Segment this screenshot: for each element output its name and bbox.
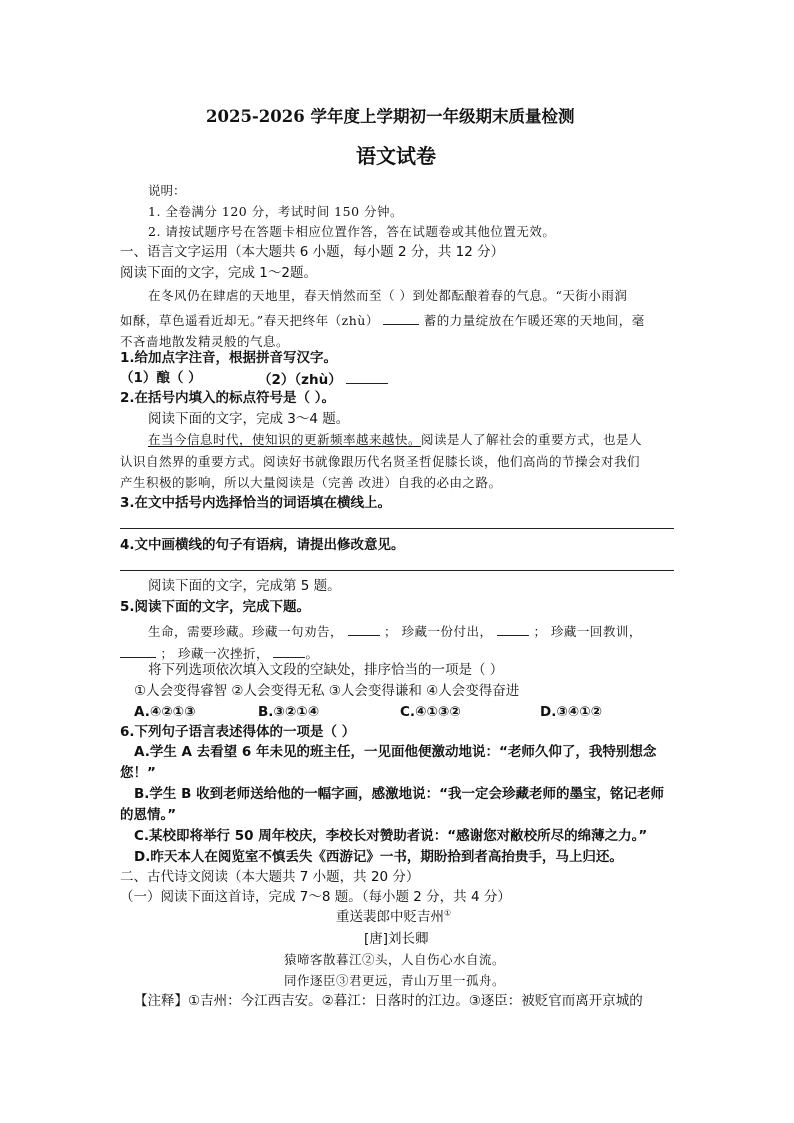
- passage-text: ； 珍藏一次挫折，: [160, 646, 269, 661]
- answer-line[interactable]: [120, 528, 674, 529]
- read-instruction: 阅读下面的文字，完成 3～4 题。: [148, 411, 350, 427]
- passage-text: 阅读是人了解社会的重要方式，也是人: [421, 432, 643, 447]
- answer-blank: [273, 643, 305, 658]
- option-b[interactable]: B.③②①④: [258, 704, 320, 720]
- answer-blank[interactable]: [346, 369, 388, 384]
- read-instruction: 阅读下面的文字，完成 1～2题。: [120, 265, 317, 281]
- passage-text: 生命，需要珍藏。珍藏一句劝告，: [148, 624, 344, 639]
- question-5-prompt: 将下列选项依次填入文段的空缺处，排序恰当的一项是（ ）: [148, 662, 504, 678]
- section2-heading: 二、古代诗文阅读（本大题共 7 小题，共 20 分）: [120, 869, 420, 885]
- option-a-cont: 您！”: [120, 765, 156, 781]
- poem-line: 同作逐臣③君更远，青山万里一孤舟。: [284, 973, 506, 988]
- passage-text: 蓄的力量绽放在乍暖还寒的天地间，毫: [423, 313, 645, 328]
- question-1-part-1: （1）酿（ ）: [120, 370, 202, 386]
- option-d[interactable]: D.③④①②: [540, 704, 603, 720]
- question-3: 3.在文中括号内选择恰当的词语填在横线上。: [120, 495, 392, 511]
- option-c[interactable]: C.④①③②: [400, 704, 461, 720]
- passage-line: [120, 643, 318, 663]
- underlined-sentence: 在当今信息时代，使知识的更新频率越来越快。: [148, 432, 422, 447]
- section1-heading: 一、语言文字运用（本大题共 6 小题，每小题 2 分，共 12 分）: [120, 244, 505, 260]
- passage-text: 如酥，草色遥看近却无。”春天把终年（zhù）: [120, 313, 379, 328]
- option-a[interactable]: A.学生 A 去看望 6 年未见的班主任，一见面他便激动地说：“老师久仰了，我特别想念: [134, 744, 657, 760]
- page-subtitle: 语文试卷: [356, 144, 436, 168]
- note-item: 2. 请按试题序号在答题卡相应位置作答，答在试题卷或其他位置无效。: [148, 224, 556, 239]
- notes-label: 说明：: [148, 183, 186, 198]
- passage-line: [148, 621, 642, 641]
- question-5: 5.阅读下面的文字，完成下题。: [120, 599, 311, 615]
- answer-blank: [348, 621, 380, 636]
- passage-line: 不吝啬地散发精灵般的气息。: [120, 334, 290, 349]
- passage-line: 认识自然界的重要方式。阅读好书就像跟历代名贤圣哲促膝长谈，他们高尚的节操会对我们: [120, 454, 641, 469]
- answer-blank: [383, 310, 419, 325]
- poem-author: [唐]刘长卿: [364, 931, 429, 947]
- period: 。: [305, 646, 319, 661]
- read-instruction: 阅读下面的文字，完成第 5 题。: [148, 578, 341, 594]
- question-5-items: ①人会变得睿智 ②人会变得无私 ③人会变得谦和 ④人会变得奋进: [134, 683, 520, 699]
- question-1-part-2: [258, 369, 388, 389]
- poem-title-text: 重送裴郎中贬吉州: [336, 909, 444, 925]
- answer-blank: [497, 621, 529, 636]
- option-d[interactable]: D.昨天本人在阅览室不慎丢失《西游记》一书，期盼拾到者高抬贵手，马上归还。: [134, 849, 623, 865]
- passage-line: [148, 431, 642, 449]
- passage-text: ； 珍藏一份付出，: [383, 624, 493, 639]
- answer-blank: [120, 643, 156, 658]
- option-a[interactable]: A.④②①③: [134, 704, 196, 720]
- passage-line: 在冬风仍在肆虐的天地里，春天悄然而至（ ）到处都酝酿着春的气息。“天街小雨润: [148, 288, 628, 303]
- question-4: 4.文中画横线的句子有语病，请提出修改意见。: [120, 537, 405, 553]
- question-1: 1.给加点字注音，根据拼音写汉字。: [120, 350, 338, 366]
- note-item: 1. 全卷满分 120 分，考试时间 150 分钟。: [148, 204, 404, 219]
- passage-line: 产生积极的影响，所以大量阅读是（完善 改进）自我的必由之路。: [120, 475, 502, 490]
- poem-line: 猿啼客散暮江②头，人自伤心水自流。: [284, 952, 506, 967]
- annotation-note: 【注释】①吉州：今江西吉安。②暮江：日落时的江边。③逐臣：被贬官而离开京城的: [134, 993, 643, 1009]
- option-b-cont: 的恩情。”: [120, 807, 177, 823]
- option-b[interactable]: B.学生 B 收到老师送给他的一幅字画，感激地说：“我一定会珍藏老师的墨宝，铭记老师: [134, 786, 664, 802]
- question-2: 2.在括号内填入的标点符号是（ ）。: [120, 390, 335, 406]
- footnote-marker: ①: [444, 908, 452, 918]
- page-title: 2025-2026 学年度上学期初一年级期末质量检测: [206, 107, 575, 126]
- answer-line[interactable]: [120, 570, 674, 571]
- passage-text: ； 珍藏一回教训，: [533, 624, 642, 639]
- subsection-heading: （一）阅读下面这首诗，完成 7～8 题。（每小题 2 分，共 4 分）: [120, 889, 511, 905]
- poem-title: [336, 908, 451, 926]
- passage-line: [120, 310, 645, 330]
- question-6: 6.下列句子语言表述得体的一项是（ ）: [120, 724, 356, 740]
- option-c[interactable]: C.某校即将举行 50 周年校庆，李校长对赞助者说：“感谢您对敝校所尽的绵薄之力。”: [134, 828, 648, 844]
- question-text: （2）（zhù）: [258, 372, 342, 388]
